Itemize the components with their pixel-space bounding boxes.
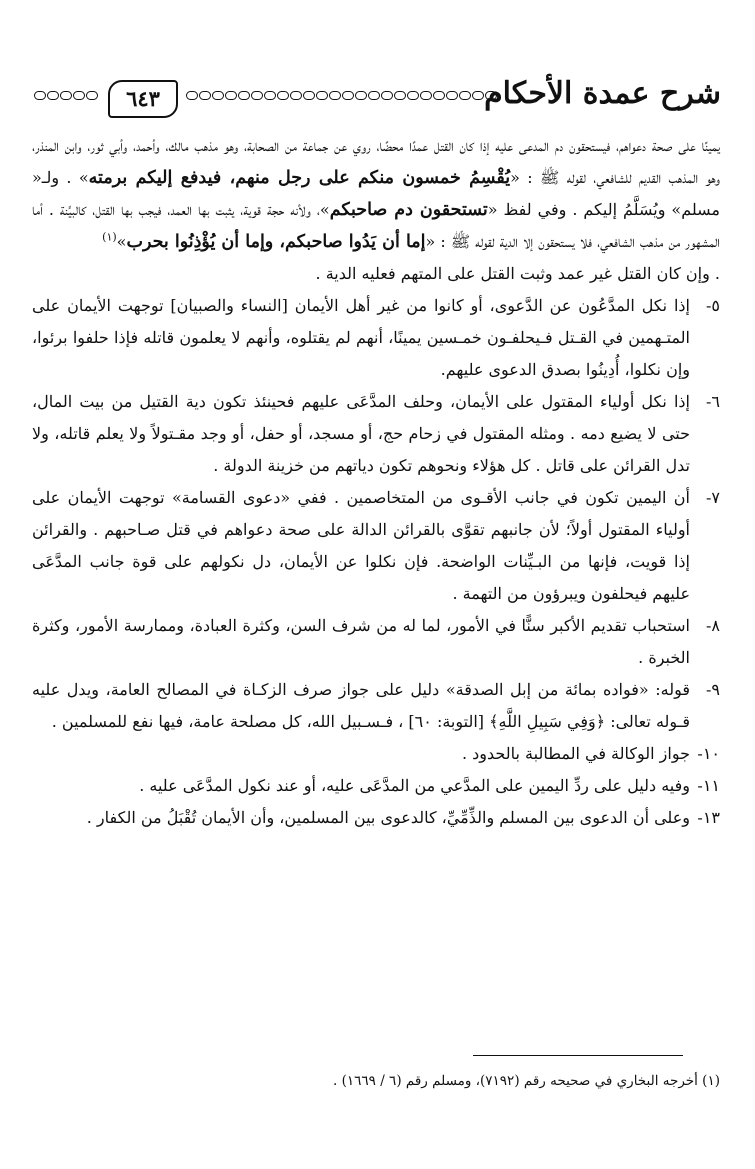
item-text: وفيه دليل على ردِّ اليمين على المدَّعي من المدَّعَى عليه، أو عند نكول المدَّعَى عليه . bbox=[139, 776, 690, 795]
item-number: ٨- bbox=[706, 616, 720, 635]
item-number: ٥- bbox=[706, 296, 720, 315]
text-run: . وإن كان القتل غير عمد وثبت القتل على المتهم فعليه الدية . bbox=[315, 264, 720, 283]
book-title: شرح عمدة الأحكام bbox=[484, 76, 721, 111]
footnote-marker: (١) bbox=[102, 230, 117, 244]
text-run: »، ولأنه حجة قوية، يثبت بها العمد، فيجب بها القتل، كالبيِّنة . أما المشهور من مذهب الشافعي، فلا يستحقون إلا الدية لقوله ﷺ : « bbox=[32, 200, 720, 251]
intro-paragraph bbox=[32, 130, 720, 258]
header-ornament-icon bbox=[186, 91, 497, 103]
list-item bbox=[32, 674, 720, 738]
list-item bbox=[32, 802, 720, 834]
list-item bbox=[32, 770, 720, 802]
item-number: ٧- bbox=[706, 488, 720, 507]
item-text: قوله: «فواده بمائة من إبل الصدقة» دليل على جواز صرف الزكـاة في المصالح العامة، ويدل عليه قـوله تعالى: ﴿وَفِي سَبِيلِ اللَّهِ﴾ [التوبة: ٦٠] ، فـسـبيل الله، كل مصلحة عامة، فيها نفع للمسلمين . bbox=[32, 680, 690, 731]
hadith-text: يُقْسِمُ خمسون منكم على رجل منهم، فيدفع إليكم برمته bbox=[88, 168, 511, 188]
header-ornament-small-icon bbox=[34, 91, 98, 103]
list-item bbox=[32, 386, 720, 482]
text-run: » . ولـ« مسلم» ويُسَلَّمُ إليكم . وفي لفظ « bbox=[32, 168, 720, 219]
item-text: إذا نكل المدَّعُون عن الدَّعوى، أو كانوا من غير أهل الأيمان [النساء والصبيان] توجهت الأيمان على المتـهمين في القـتل فـيحلفـون خمـسين يمينًا، أنهم لم يقتلوه، وأنهم لا يعلمون قاتله فإذا حلفوا برئوا، وإن نكلوا، أُدِينُوا بصدق الدعوى عليهم. bbox=[32, 296, 690, 379]
list-item bbox=[32, 738, 720, 770]
item-number: ١٣- bbox=[697, 808, 720, 827]
item-text: استحباب تقديم الأكبر سنًّا في الأمور، لما له من شرف السن، وكثرة العبادة، وممارسة الأمور، وكثرة الخبرة . bbox=[32, 616, 690, 667]
hadith-text: إما أن يَدُوا صاحبكم، وإما أن يُؤْذِنُوا بحرب bbox=[126, 232, 426, 252]
item-number: ٦- bbox=[706, 392, 720, 411]
body-text bbox=[32, 130, 720, 834]
item-text: وعلى أن الدعوى بين المسلم والذِّمِّيِّ، كالدعوى بين المسلمين، وأن الأيمان تُقْبَلُ من الكفار . bbox=[86, 808, 690, 827]
item-text: جواز الوكالة في المطالبة بالحدود . bbox=[462, 744, 690, 763]
list-item bbox=[32, 290, 720, 386]
hadith-text: تستحقون دم صاحبكم bbox=[329, 200, 488, 220]
list-item bbox=[32, 482, 720, 610]
item-number: ٩- bbox=[706, 680, 720, 699]
intro-paragraph-end bbox=[32, 258, 720, 290]
footnote-divider bbox=[473, 1055, 683, 1056]
text-run: » bbox=[116, 232, 127, 251]
item-number: ١١- bbox=[697, 776, 720, 795]
item-text: أن اليمين تكون في جانب الأقـوى من المتخاصمين . ففي «دعوى القسامة» توجهت الأيمان على أولياء المقتول أولاً؛ لأن جانبهم تقوَّى بالقرائن الدالة على صحة دعواهم في قتل صـاحبهم . والقرائن إذا قويت، فإنها من البـيِّنات الواضحة. فإن نكلوا عن الأيمان، دل نكولهم على قوة جانب المدَّعَى عليهم فيحلفون ويبرؤون من التهمة . bbox=[32, 488, 690, 603]
list-item bbox=[32, 610, 720, 674]
page-number: ٦٤٣ bbox=[108, 80, 178, 118]
text-run: يمينًا على صحة دعواهم، فيستحقون دم المدعى عليه إذا كان القتل عمدًا محضًا، روي عن جماعة من الصحابة، وهو مذهب مالك، وأحمد، وأبي ثور، وابن المنذر، وهو المذهب القديم للشافعي، لقوله ﷺ : « bbox=[32, 136, 720, 187]
page-header bbox=[30, 74, 725, 124]
item-text: إذا نكل أولياء المقتول على الأيمان، وحلف المدَّعَى عليهم فحينئذ تكون دية القتيل من بيت المال، حتى لا يضيع دمه . ومثله المقتول في زحام حج، أو مسجد، أو حفل، أو وجد مقـتولاً ولا يعلم قاتله، ولا تدل القرائن على قاتل . كل هؤلاء ونحوهم تكون دياتهم من خزينة الدولة . bbox=[32, 392, 690, 475]
item-number: ١٠- bbox=[697, 744, 720, 763]
footnote: (١) أخرجه البخاري في صحيحه رقم (٧١٩٢)، ومسلم رقم (٦ / ١٦٦٩) . bbox=[333, 1073, 720, 1089]
